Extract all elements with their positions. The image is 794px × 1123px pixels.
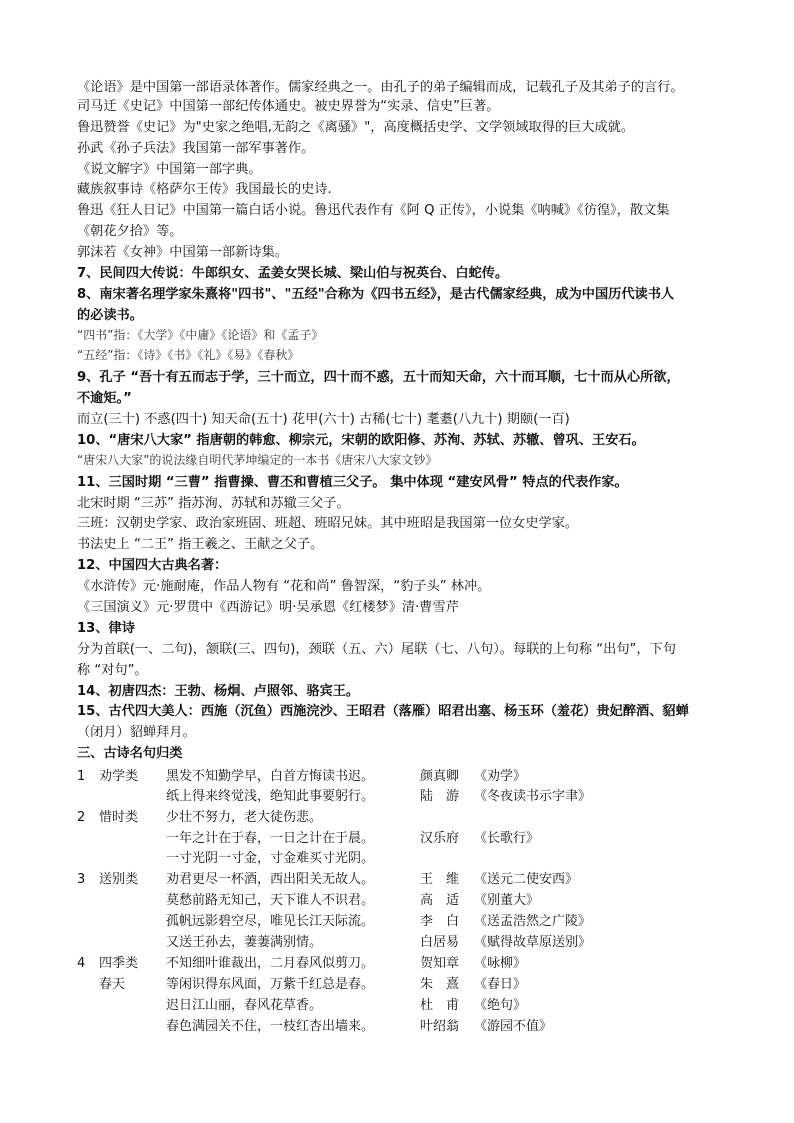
text-line: 称 “对句”。 [77,663,148,678]
poem-verse: 莫愁前路无知己，天下谁人不识君。 [166,893,375,908]
text-line: 司马迁《史记》中国第一部纪传体通史。被史界誉为“实录、信史”巨著。 [77,99,500,114]
poem-title: 《送元二使安西》 [474,872,579,887]
text-line: 《说文解字》中国第一部字典。 [77,162,262,177]
text-line: “唐宋八大家”的说法缘自明代茅坤编定的一本书《唐宋八大家文钞》 [77,453,438,467]
poem-number: 2 [77,810,86,825]
poem-title: 《冬夜读书示字聿》 [474,789,592,804]
poem-verse: 春色满园关不住，一枝红杏出墙来。 [166,1019,375,1034]
section-heading: 13、律诗 [77,621,135,636]
poem-category: 劝学类 [99,769,139,784]
section-heading: 15、古代四大美人：西施（沉鱼）西施浣沙、王昭君（落雁）昭君出塞、杨玉环（羞花）贵妃醉酒、貂蝉 [77,704,689,719]
poem-title: 《绝句》 [474,998,527,1013]
section-heading: 14、初唐四杰：王勃、杨炯、卢照邻、骆宾王。 [77,684,360,699]
text-line: “四书”指：《大学》《中庸》《论语》和《孟子》 [77,328,324,342]
section-heading: 12、中国四大古典名著： [77,558,228,573]
poem-verse: 迟日江山丽，春风花草香。 [166,998,323,1013]
section-heading: 8、南宋著名理学家朱熹将"四书"、"五经"合称为《四书五经》，是古代儒家经典，成为中国历代读书人 [77,287,675,302]
section-heading: 11、三国时期 “三曹” 指曹操、曹丕和曹植三父子。 集中体现 “建安风骨” 特点的代表作家。 [77,475,628,490]
poem-author: 白居易 [420,935,460,950]
poem-verse: 黑发不知勤学早，白首方悔读书迟。 [166,769,375,784]
poem-category: 送别类 [99,872,139,887]
section-heading: 三、古诗名句归类 [77,746,183,761]
poem-title: 《赋得故草原送别》 [474,935,592,950]
poem-title: 《咏柳》 [474,956,527,971]
text-line: 而立(三十) 不惑(四十) 知天命(五十) 花甲(六十) 古稀(七十) 耄耋(八九十) 期颐(一百) [77,412,570,427]
poem-author: 李 白 [420,914,460,929]
poem-author: 杜 甫 [420,998,460,1013]
section-heading: 7、民间四大传说：牛郎织女、孟姜女哭长城、梁山伯与祝英台、白蛇传。 [77,266,509,281]
poem-author: 高 适 [420,893,460,908]
poem-category: 春天 [99,977,126,992]
poem-verse: 又送王孙去，萋萋满别情。 [166,935,323,950]
poem-title: 《长歌行》 [474,831,540,846]
section-heading: 的必读书。 [77,308,143,323]
section-heading: 10、“唐宋八大家” 指唐朝的韩愈、柳宗元，宋朝的欧阳修、苏洵、苏轼、苏辙、曾巩、王安石。 [77,433,645,448]
poem-number: 1 [77,769,86,784]
poem-title: 《别董大》 [474,893,540,908]
text-line: 《论语》是中国第一部语录体著作。儒家经典之一。由孔子的弟子编辑而成，记载孔子及其弟子的言行。 [77,80,684,95]
poem-category: 四季类 [99,956,139,971]
poem-author: 王 维 [420,872,460,887]
poem-verse: 孤帆远影碧空尽，唯见长江天际流。 [166,914,375,929]
poem-category: 惜时类 [99,810,139,825]
poem-author: 颜真卿 [420,769,460,784]
section-heading: 9、孔子 “吾十有五而志于学，三十而立，四十而不惑，五十而知天命，六十而耳顺，七十而从心所欲， [77,370,680,385]
text-line: 《朝花夕拾》等。 [77,224,183,239]
poem-title: 《送孟浩然之广陵》 [474,914,592,929]
poem-author: 汉乐府 [420,831,460,846]
poem-title: 《游园不值》 [474,1019,553,1034]
poem-author: 朱 熹 [420,977,460,992]
text-line: 鲁迅《狂人日记》中国第一篇白话小说。鲁迅代表作有《阿 Q 正传》，小说集《呐喊》《彷徨》，散文集 [77,203,670,218]
poem-verse: 一年之计在于春，一日之计在于晨。 [166,831,375,846]
poem-verse: 劝君更尽一杯酒，西出阳关无故人。 [166,872,375,887]
poem-verse: 等闲识得东风面，万紫千红总是春。 [166,977,375,992]
poem-number: 4 [77,956,86,971]
text-line: 北宋时期 “三苏” 指苏洵、苏轼和苏辙三父子。 [77,496,350,511]
text-line: 藏族叙事诗《格萨尔王传》我国最长的史诗. [77,182,332,197]
poem-author: 陆 游 [420,789,460,804]
text-line: 《三国演义》元·罗贯中《西游记》明·吴承恩《红楼梦》清·曹雪芹 [77,600,459,615]
poem-author: 叶绍翁 [420,1019,460,1034]
text-line: 郭沫若《女神》中国第一部新诗集。 [77,245,288,260]
section-heading: 不逾矩。” [77,391,132,406]
poem-verse: 不知细叶谁裁出，二月春风似剪刀。 [166,956,375,971]
text-line: 三班：汉朝史学家、政治家班固、班超、班昭兄妹。其中班昭是我国第一位女史学家。 [77,516,579,531]
text-line: 分为首联(一、二句)，颔联(三、四句)，颈联（五、六）尾联（七、八句）。每联的上句称 “出句”，下句 [77,642,676,657]
text-line: 鲁迅赞誉《史记》为"史家之绝唱,无韵之《离骚》"，高度概括史学、文学领域取得的巨大成就。 [77,120,635,135]
poem-verse: 一寸光阴一寸金，寸金难买寸光阴。 [166,851,375,866]
text-line: 孙武《孙子兵法》我国第一部军事著作。 [77,141,315,156]
poem-number: 3 [77,872,86,887]
text-line: 书法史上 “二王” 指王羲之、王献之父子。 [77,537,324,552]
poem-title: 《劝学》 [474,769,527,784]
poem-verse: 少壮不努力，老大徒伤悲。 [166,810,323,825]
text-line: “五经”指：《诗》《书》《礼》《易》《春秋》 [77,348,300,362]
text-line: 《水浒传》元·施耐庵，作品人物有 “花和尚” 鲁智深，“豹子头” 林冲。 [77,579,491,594]
poem-verse: 纸上得来终觉浅，绝知此事要躬行。 [166,789,375,804]
poem-author: 贺知章 [420,956,460,971]
text-line: （闭月）貂蝉拜月。 [77,725,196,740]
poem-title: 《春日》 [474,977,527,992]
